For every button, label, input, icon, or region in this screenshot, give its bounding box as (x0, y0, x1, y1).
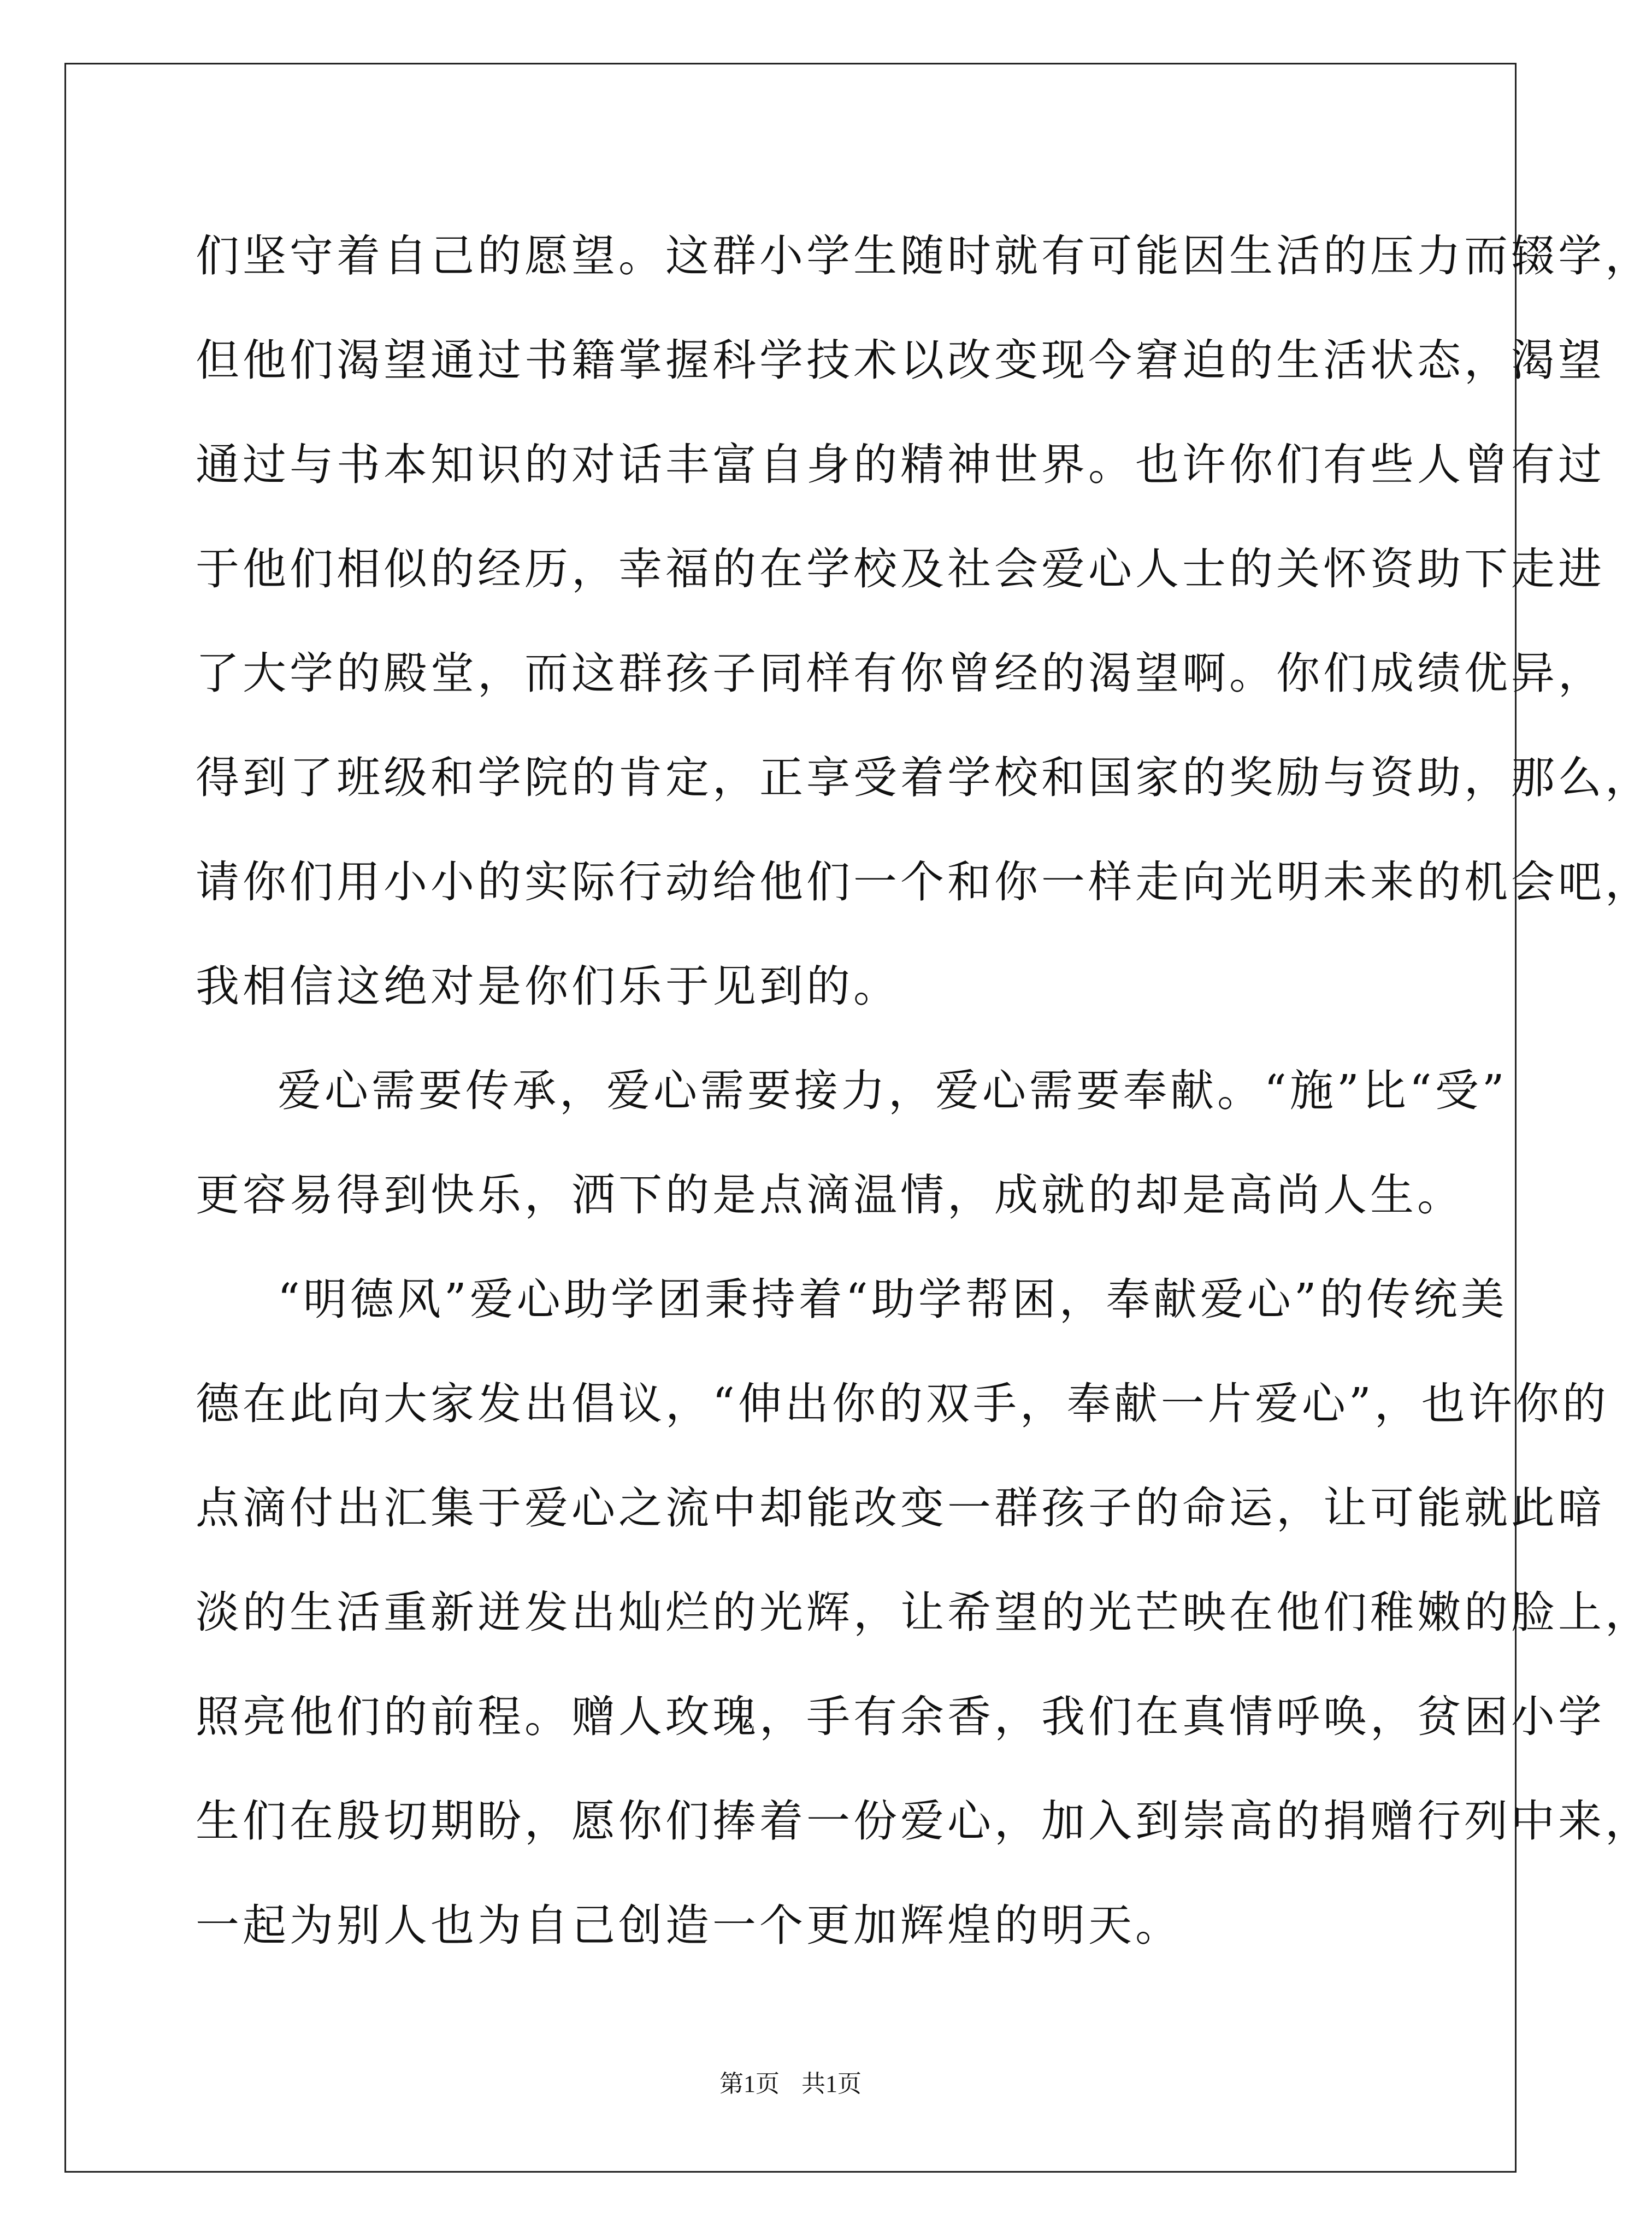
text-line: 生们在殷切期盼，愿你们捧着一份爱心，加入到崇高的捐赠行列中来， (196, 1796, 1652, 1846)
text-line: 于他们相似的经历，幸福的在学校及社会爱心人士的关怀资助下走进 (196, 544, 1605, 594)
paragraph-start-line: “明德风”爱心助学团秉持着“助学帮困，奉献爱心”的传统美 (278, 1274, 1508, 1325)
text-line: 淡的生活重新迸发出灿烂的光辉，让希望的光芒映在他们稚嫩的脸上， (196, 1587, 1652, 1638)
text-line: 一起为别人也为自己创造一个更加辉煌的明天。 (196, 1900, 1182, 1951)
text-line: 更容易得到快乐，洒下的是点滴温情，成就的却是高尚人生。 (196, 1170, 1464, 1220)
text-line: 通过与书本知识的对话丰富自身的精神世界。也许你们有些人曾有过 (196, 439, 1605, 490)
text-line: 点滴付出汇集于爱心之流中却能改变一群孩子的命运，让可能就此暗 (196, 1483, 1605, 1533)
text-line: 德在此向大家发出倡议，“伸出你的双手，奉献一片爱心”，也许你的 (196, 1378, 1609, 1429)
text-line: 们坚守着自己的愿望。这群小学生随时就有可能因生活的压力而辍学， (196, 231, 1652, 281)
text-line: 照亮他们的前程。赠人玫瑰，手有余香，我们在真情呼唤，贫困小学 (196, 1691, 1605, 1742)
page-footer (0, 2068, 1581, 2101)
paragraph-start-line: 爱心需要传承，爱心需要接力，爱心需要奉献。“施”比“受” (278, 1065, 1508, 1116)
page-total: 共1页 (801, 2070, 862, 2097)
text-line: 我相信这绝对是你们乐于见到的。 (196, 961, 900, 1012)
text-line: 得到了班级和学院的肯定，正享受着学校和国家的奖励与资助，那么， (196, 752, 1652, 803)
text-line: 但他们渴望通过书籍掌握科学技术以改变现今窘迫的生活状态，渴望 (196, 335, 1605, 386)
document-body (196, 204, 1652, 1978)
text-line: 请你们用小小的实际行动给他们一个和你一样走向光明未来的机会吧， (196, 857, 1652, 907)
page-number: 第1页 (719, 2070, 780, 2097)
text-line: 了大学的殿堂，而这群孩子同样有你曾经的渴望啊。你们成绩优异， (196, 648, 1605, 699)
